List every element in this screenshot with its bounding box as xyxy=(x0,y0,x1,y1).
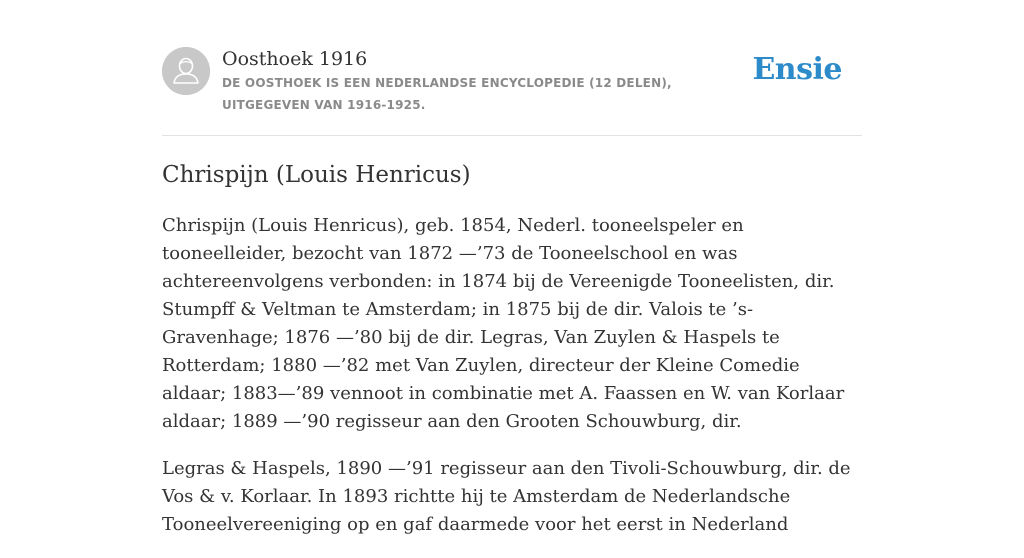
user-icon[interactable] xyxy=(162,47,210,95)
source-header xyxy=(162,46,862,136)
entry-body xyxy=(162,212,862,558)
entry-paragraph: Legras & Haspels, 1890 —’91 regisseur aan den Tivoli-Schouwburg, dir. de Vos & v. Korlaar. In 1893 richtte hij te Amsterdam de Nederlandsche Tooneelvereeniging op en gaf daarmede voor het eerst in Nederland xyxy=(162,458,851,535)
source-description: DE OOSTHOEK IS EEN NEDERLANDSE ENCYCLOPEDIE (12 DELEN), UITGEGEVEN VAN 1916-1925. xyxy=(222,76,672,112)
entry-paragraph: Chrispijn (Louis Henricus), geb. 1854, Nederl. tooneelspeler en tooneelleider, bezocht van 1872 —’73 de Tooneelschool en was achtereenvolgens verbonden: in 1874 bij de Vereenigde Tooneelisten, dir. Stumpff & Veltman te Amsterdam; in 1875 bij de dir. Valois te ’s-Gravenhage; 1876 —’80 bij de dir. Legras, Van Zuylen & Haspels te Rotterdam; 1880 —’82 met Van Zuylen, directeur der Kleine Comedie aldaar; 1883—’89 vennoot in combinatie met A. Faassen en W. van Korlaar aldaar; 1889 —’90 regisseur aan den Grooten Schouwburg, dir. xyxy=(162,215,845,432)
ensie-logo[interactable]: Ensie xyxy=(752,52,842,87)
entry-title: Chrispijn (Louis Henricus) xyxy=(162,162,471,188)
source-title-link[interactable]: Oosthoek 1916 xyxy=(222,48,368,70)
header-divider xyxy=(162,135,862,136)
